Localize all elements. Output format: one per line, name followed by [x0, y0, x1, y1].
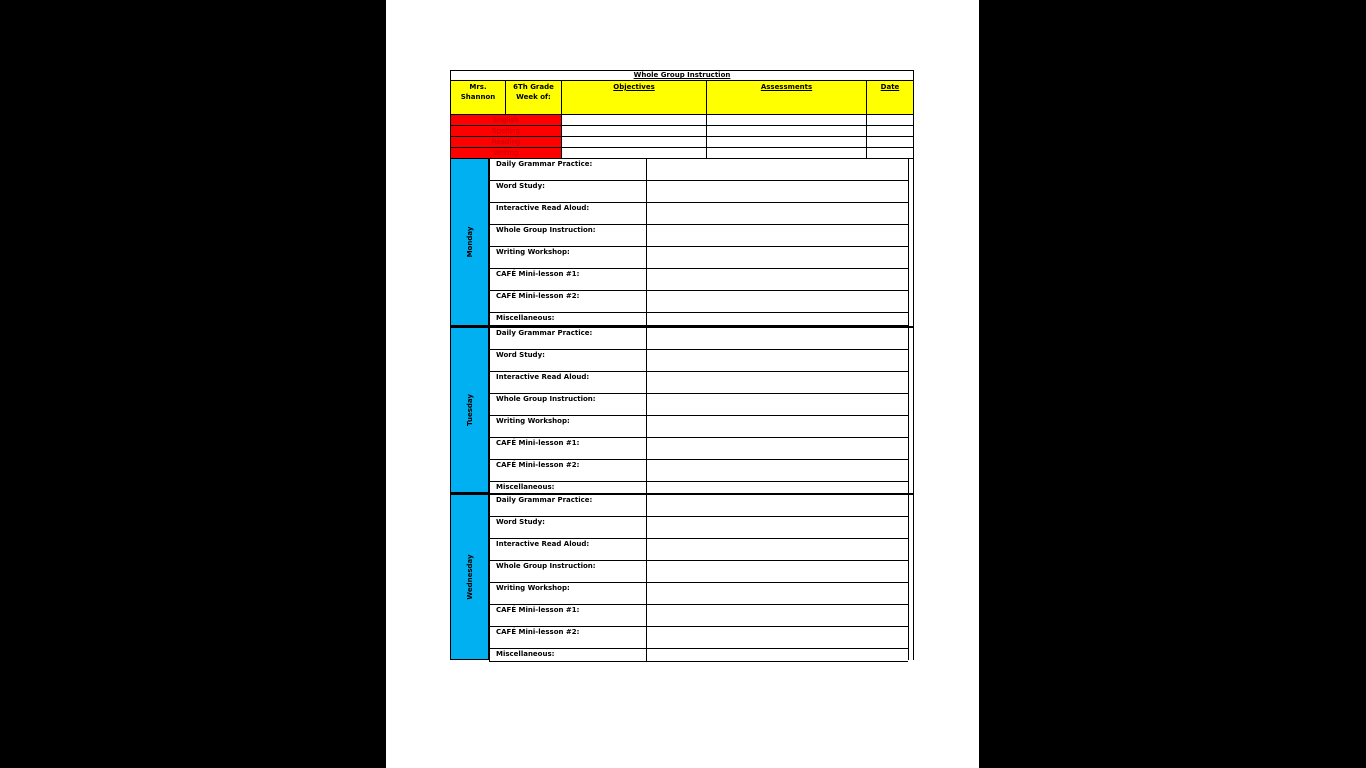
- activity-row: [489, 561, 908, 583]
- subject-assessments-cell[interactable]: [707, 148, 867, 159]
- activity-entry-cell[interactable]: [646, 159, 908, 181]
- activity-label: Writing Workshop:: [489, 247, 646, 269]
- activity-row: [489, 539, 908, 561]
- activity-row: [489, 269, 908, 291]
- activity-entry-cell[interactable]: [646, 649, 908, 662]
- activity-entry-cell[interactable]: [646, 313, 908, 326]
- subject-date-cell[interactable]: [867, 115, 914, 126]
- activity-entry-cell[interactable]: [646, 181, 908, 203]
- activity-entry-cell[interactable]: [646, 605, 908, 627]
- activity-row: [489, 394, 908, 416]
- activity-entry-cell[interactable]: [646, 203, 908, 225]
- header-row: [450, 81, 914, 115]
- days-block: [450, 159, 914, 660]
- subject-row: [450, 148, 914, 159]
- teacher-line2: Shannon: [460, 93, 496, 101]
- activity-label: CAFÉ Mini-lesson #1:: [489, 605, 646, 627]
- subject-label: English: [450, 115, 562, 126]
- activity-label: CAFÉ Mini-lesson #1:: [489, 438, 646, 460]
- activity-entry-cell[interactable]: [646, 225, 908, 247]
- activity-entry-cell[interactable]: [646, 438, 908, 460]
- day-block: [450, 159, 914, 326]
- activity-label: Word Study:: [489, 517, 646, 539]
- subjects-block: [450, 115, 914, 159]
- activity-row: [489, 313, 908, 326]
- activity-row: [489, 203, 908, 225]
- activity-label: CAFÉ Mini-lesson #2:: [489, 627, 646, 649]
- subject-objectives-cell[interactable]: [562, 115, 707, 126]
- day-block: [450, 493, 914, 660]
- day-border: [909, 495, 914, 660]
- activity-entry-cell[interactable]: [646, 460, 908, 482]
- day-label-cell: [450, 495, 489, 660]
- activity-row: [489, 159, 908, 181]
- day-border: [909, 328, 914, 493]
- subject-date-cell[interactable]: [867, 137, 914, 148]
- subject-objectives-cell[interactable]: [562, 126, 707, 137]
- activity-entry-cell[interactable]: [646, 328, 908, 350]
- assessments-header: Assessments: [707, 81, 867, 115]
- day-name: Tuesday: [465, 394, 474, 426]
- activity-row: [489, 247, 908, 269]
- day-border: [909, 159, 914, 326]
- activity-row: [489, 649, 908, 662]
- day-name: Monday: [465, 226, 474, 258]
- activity-label: Writing Workshop:: [489, 583, 646, 605]
- grade-line1: 6Th Grade: [513, 83, 554, 91]
- activity-row: [489, 181, 908, 203]
- subject-row: [450, 115, 914, 126]
- activity-entry-cell[interactable]: [646, 291, 908, 313]
- day-label-cell: [450, 159, 489, 326]
- activity-label: Miscellaneous:: [489, 649, 646, 662]
- activity-row: [489, 416, 908, 438]
- teacher-line1: Mrs.: [469, 83, 487, 91]
- activity-label: Whole Group Instruction:: [489, 394, 646, 416]
- activity-entry-cell[interactable]: [646, 247, 908, 269]
- activity-row: [489, 460, 908, 482]
- grade-line2: Week of:: [516, 93, 551, 101]
- subject-row: [450, 126, 914, 137]
- activity-entry-cell[interactable]: [646, 350, 908, 372]
- objectives-header: Objectives: [562, 81, 707, 115]
- subject-date-cell[interactable]: [867, 148, 914, 159]
- activity-row: [489, 583, 908, 605]
- grade-cell: [506, 81, 562, 115]
- activity-entry-cell[interactable]: [646, 539, 908, 561]
- activity-row: [489, 225, 908, 247]
- activity-label: Interactive Read Aloud:: [489, 539, 646, 561]
- subject-objectives-cell[interactable]: [562, 137, 707, 148]
- activity-entry-cell[interactable]: [646, 372, 908, 394]
- activity-label: Interactive Read Aloud:: [489, 203, 646, 225]
- activity-label: Daily Grammar Practice:: [489, 495, 646, 517]
- lesson-plan-table: [450, 70, 914, 660]
- activity-label: Daily Grammar Practice:: [489, 159, 646, 181]
- subject-label: Reading: [450, 137, 562, 148]
- activity-label: Word Study:: [489, 350, 646, 372]
- activity-row: [489, 495, 908, 517]
- activity-entry-cell[interactable]: [646, 627, 908, 649]
- activity-entry-cell[interactable]: [646, 517, 908, 539]
- activity-entry-cell[interactable]: [646, 269, 908, 291]
- day-activities: [489, 159, 909, 326]
- day-activities: [489, 328, 909, 493]
- subject-assessments-cell[interactable]: [707, 137, 867, 148]
- activity-row: [489, 291, 908, 313]
- day-block: [450, 326, 914, 493]
- activity-entry-cell[interactable]: [646, 416, 908, 438]
- date-header: Date: [867, 81, 914, 115]
- day-label-cell: [450, 328, 489, 493]
- activity-label: Miscellaneous:: [489, 313, 646, 326]
- activity-row: [489, 605, 908, 627]
- subject-label: Writing: [450, 148, 562, 159]
- subject-assessments-cell[interactable]: [707, 115, 867, 126]
- table-title: Whole Group Instruction: [450, 70, 914, 81]
- activity-row: [489, 372, 908, 394]
- activity-entry-cell[interactable]: [646, 495, 908, 517]
- subject-assessments-cell[interactable]: [707, 126, 867, 137]
- activity-row: [489, 627, 908, 649]
- activity-row: [489, 517, 908, 539]
- subject-label: Spelling: [450, 126, 562, 137]
- day-name: Wednesday: [465, 554, 474, 600]
- activity-row: [489, 438, 908, 460]
- document-page: [386, 0, 979, 768]
- activity-label: Whole Group Instruction:: [489, 225, 646, 247]
- activity-label: Interactive Read Aloud:: [489, 372, 646, 394]
- activity-label: Miscellaneous:: [489, 482, 646, 495]
- activity-entry-cell[interactable]: [646, 561, 908, 583]
- activity-label: Daily Grammar Practice:: [489, 328, 646, 350]
- activity-entry-cell[interactable]: [646, 583, 908, 605]
- subject-date-cell[interactable]: [867, 126, 914, 137]
- subject-objectives-cell[interactable]: [562, 148, 707, 159]
- activity-row: [489, 350, 908, 372]
- activity-label: CAFÉ Mini-lesson #2:: [489, 291, 646, 313]
- teacher-cell: [450, 81, 506, 115]
- activity-label: CAFÉ Mini-lesson #1:: [489, 269, 646, 291]
- activity-label: CAFÉ Mini-lesson #2:: [489, 460, 646, 482]
- activity-label: Whole Group Instruction:: [489, 561, 646, 583]
- activity-entry-cell[interactable]: [646, 394, 908, 416]
- activity-row: [489, 328, 908, 350]
- day-activities: [489, 495, 909, 660]
- subject-row: [450, 137, 914, 148]
- activity-label: Writing Workshop:: [489, 416, 646, 438]
- activity-label: Word Study:: [489, 181, 646, 203]
